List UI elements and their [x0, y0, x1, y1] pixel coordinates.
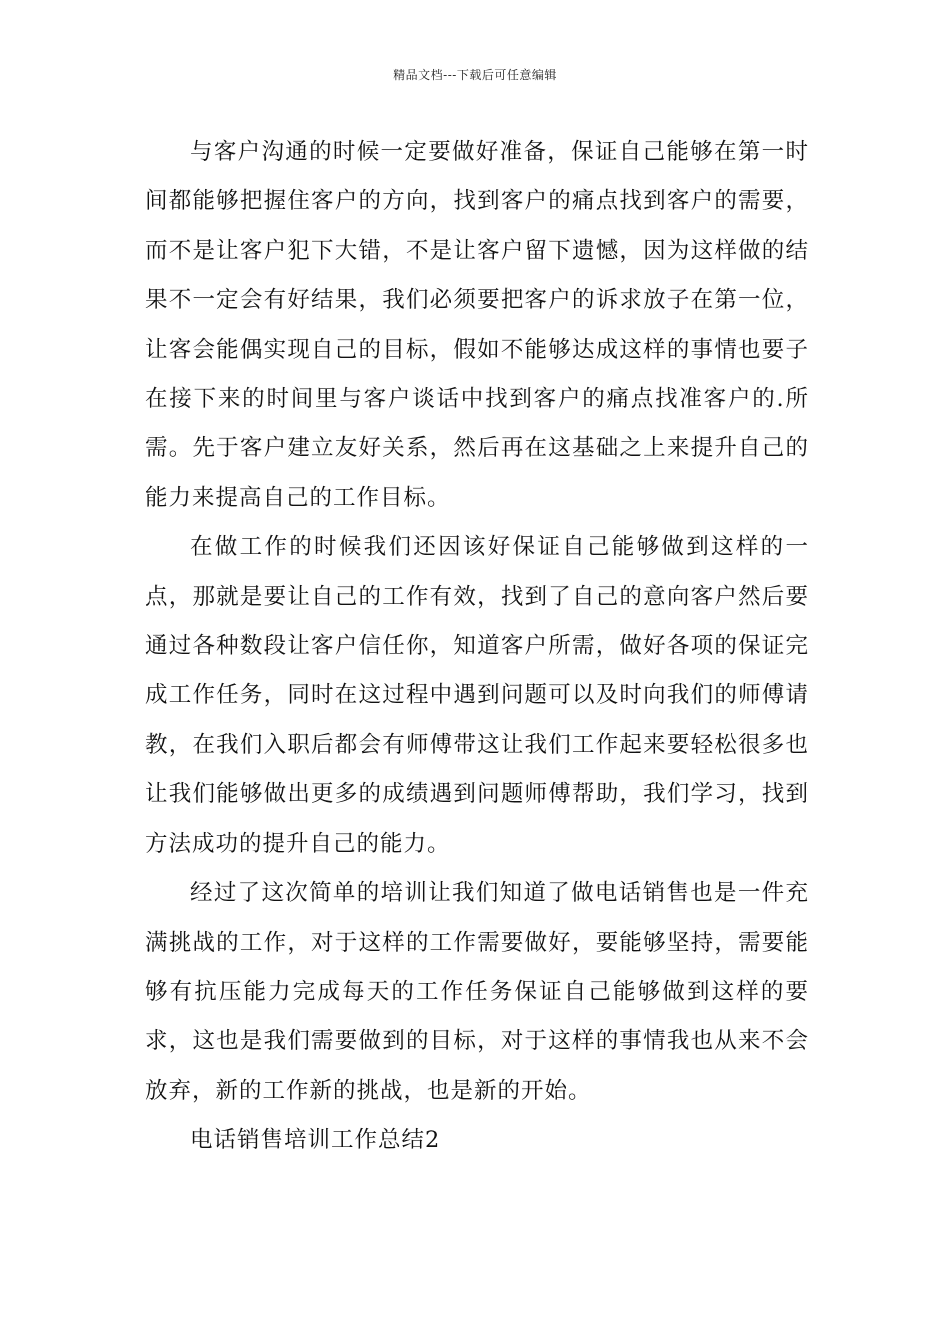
section-heading: 电话销售培训工作总结2: [190, 1127, 441, 1154]
page-header: 精品文档---下载后可任意编辑: [393, 68, 557, 82]
paragraph-3: 经过了这次简单的培训让我们知道了做电话销售也是一件充满挑战的工作，对于这样的工作需要做好，要能够坚持，需要能够有抗压能力完成每天的工作任务保证自己能够做到这样的要求，这也是我们需要做到的目标，对于这样的事情我也从来不会放弃，新的工作新的挑战，也是新的开始。: [145, 880, 809, 1104]
document-body: [145, 128, 809, 1166]
paragraph-1: 与客户沟通的时候一定要做好准备，保证自己能够在第一时间都能够把握住客户的方向，找到客户的痛点找到客户的需要，而不是让客户犯下大错，不是让客户留下遗憾，因为这样做的结果不一定会有好结果，我们必须要把客户的诉求放子在第一位，让客会能偶实现自己的目标，假如不能够达成这样的事情也要子在接下来的时间里与客户谈话中找到客户的痛点找准客户的.所需。先于客户建立友好关系，然后再在这基础之上来提升自己的能力来提高自己的工作目标。: [145, 139, 809, 511]
paragraph-2: 在做工作的时候我们还因该好保证自己能够做到这样的一点，那就是要让自己的工作有效，找到了自己的意向客户然后要通过各种数段让客户信任你，知道客户所需，做好各项的保证完成工作任务，同时在这过程中遇到问题可以及时向我们的师傅请教，在我们入职后都会有师傅带这让我们工作起来要轻松很多也让我们能够做出更多的成绩遇到问题师傅帮助，我们学习，找到方法成功的提升自己的能力。: [145, 534, 809, 857]
